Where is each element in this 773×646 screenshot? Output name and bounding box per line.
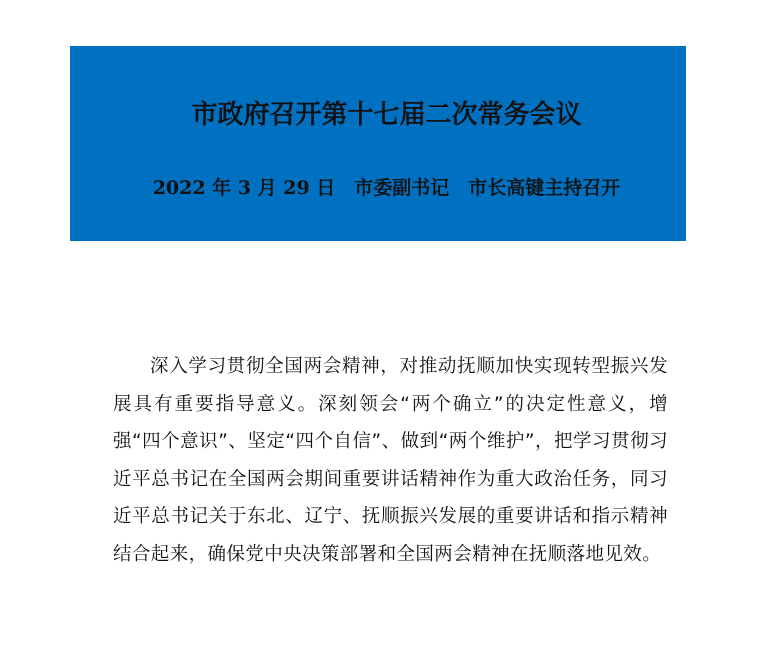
header-banner: [70, 46, 686, 241]
article-paragraph: 深入学习贯彻全国两会精神，对推动抚顺加快实现转型振兴发展具有重要指导意义。深刻领会“两个确立”的决定性意义，增强“四个意识”、坚定“四个自信”、做到“两个维护”，把学习贯彻习近平总书记在全国两会期间重要讲话精神作为重大政治任务，同习近平总书记关于东北、辽宁、抚顺振兴发展的重要讲话和指示精神结合起来，确保党中央决策部署和全国两会精神在抚顺落地见效。: [113, 356, 668, 565]
page-subtitle: 2022 年 3 月 29 日 市委副书记 市长高键主持召开: [152, 177, 621, 199]
page-title: 市政府召开第十七届二次常务会议: [191, 100, 582, 130]
